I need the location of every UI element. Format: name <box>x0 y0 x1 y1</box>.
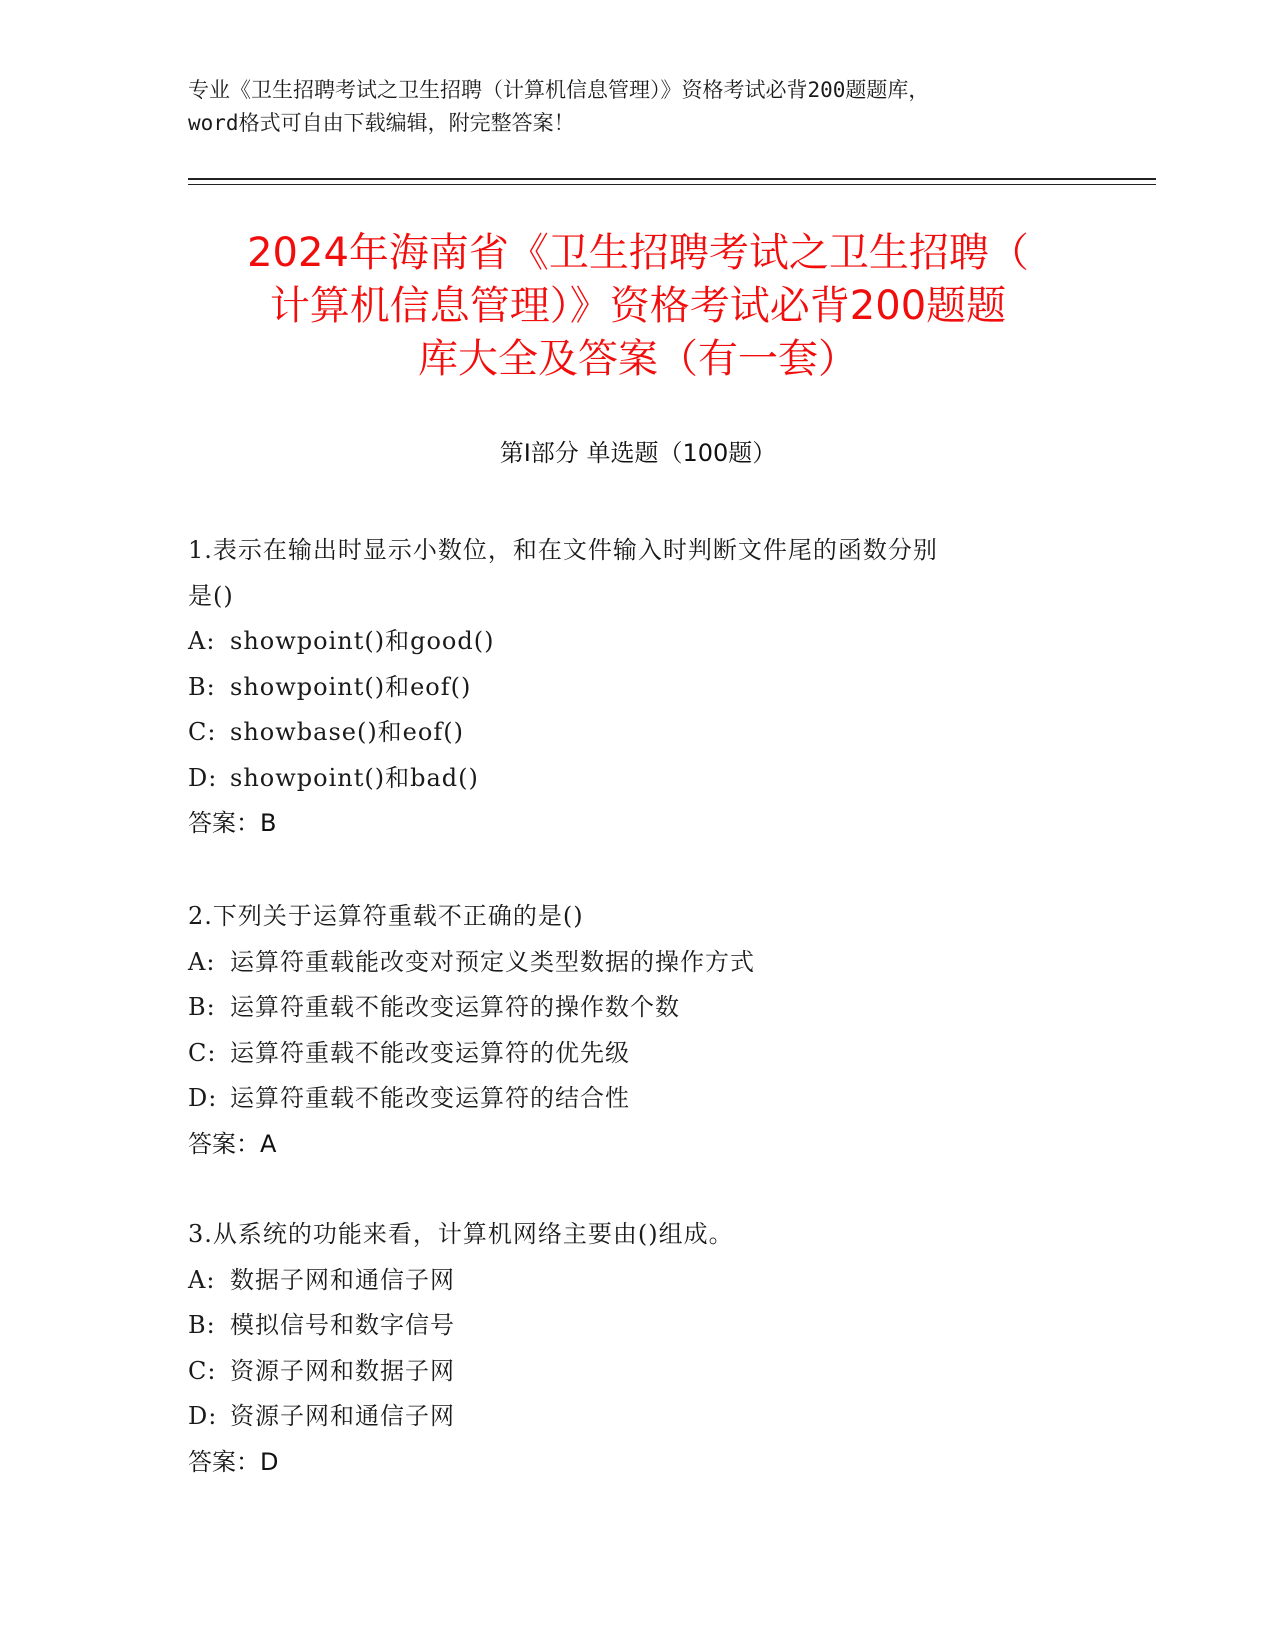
question-stem <box>188 894 1068 940</box>
question-2 <box>188 894 1068 1167</box>
option-text: showpoint()和bad() <box>230 763 479 792</box>
answer: 答案：A <box>188 1129 277 1158</box>
option-text: showbase()和eof() <box>230 718 464 746</box>
header-divider-thin <box>188 184 1156 185</box>
question-stem-line-1: 3.从系统的功能来看，计算机网络主要由()组成。 <box>188 1220 734 1248</box>
option-letter: D: <box>188 1084 218 1112</box>
question-stem <box>188 528 1068 619</box>
header-note <box>188 74 1088 140</box>
option-text: 资源子网和数据子网 <box>230 1356 455 1385</box>
option-text: showpoint()和eof() <box>230 672 472 701</box>
option-text: 模拟信号和数字信号 <box>230 1311 455 1339</box>
question-1 <box>188 528 1068 847</box>
option-text: 资源子网和通信子网 <box>230 1402 455 1430</box>
answer: 答案：D <box>188 1447 279 1476</box>
header-divider-thick <box>188 178 1156 180</box>
option-letter: B: <box>188 993 216 1021</box>
option-letter: B: <box>188 672 216 701</box>
question-stem-line-1: 2.下列关于运算符重载不正确的是() <box>188 902 584 930</box>
option-a <box>188 1258 1068 1304</box>
document-title-line-3: 库大全及答案（有一套） <box>418 336 858 382</box>
option-letter: D: <box>188 1402 218 1430</box>
option-letter: C: <box>188 718 217 746</box>
option-b <box>188 1303 1068 1349</box>
option-a <box>188 940 1068 986</box>
option-text: showpoint()和good() <box>230 627 495 655</box>
option-letter: A: <box>188 947 216 976</box>
option-b <box>188 665 1068 711</box>
option-d <box>188 1394 1068 1440</box>
question-stem-line-2: 是() <box>188 581 234 610</box>
section-heading: 第Ⅰ部分 单选题（100题） <box>499 439 777 467</box>
option-c <box>188 1031 1068 1077</box>
option-letter: D: <box>188 763 218 792</box>
option-letter: A: <box>188 627 216 655</box>
document-title <box>188 227 1088 386</box>
option-text: 数据子网和通信子网 <box>230 1265 455 1294</box>
option-d <box>188 756 1068 802</box>
question-stem-line-1: 1.表示在输出时显示小数位，和在文件输入时判断文件尾的函数分别 <box>188 536 938 564</box>
option-letter: A: <box>188 1265 216 1294</box>
option-letter: C: <box>188 1038 217 1067</box>
option-text: 运算符重载不能改变运算符的操作数个数 <box>230 993 680 1021</box>
option-b <box>188 985 1068 1031</box>
header-note-line-2: word格式可自由下载编辑，附完整答案！ <box>188 111 575 135</box>
option-c <box>188 1349 1068 1395</box>
option-c <box>188 710 1068 756</box>
option-text: 运算符重载不能改变运算符的结合性 <box>230 1084 630 1112</box>
header-note-line-1: 专业《卫生招聘考试之卫生招聘（计算机信息管理）》资格考试必背200题题库， <box>188 78 930 102</box>
answer: 答案：B <box>188 809 277 837</box>
option-letter: B: <box>188 1311 216 1339</box>
document-title-line-2: 计算机信息管理）》资格考试必背200题题 <box>269 283 1007 329</box>
question-3 <box>188 1212 1068 1485</box>
option-letter: C: <box>188 1356 217 1385</box>
option-text: 运算符重载能改变对预定义类型数据的操作方式 <box>230 947 755 976</box>
question-stem <box>188 1212 1068 1258</box>
option-d <box>188 1076 1068 1122</box>
option-a <box>188 619 1068 665</box>
option-text: 运算符重载不能改变运算符的优先级 <box>230 1038 630 1067</box>
document-title-line-1: 2024年海南省《卫生招聘考试之卫生招聘（ <box>247 230 1029 276</box>
